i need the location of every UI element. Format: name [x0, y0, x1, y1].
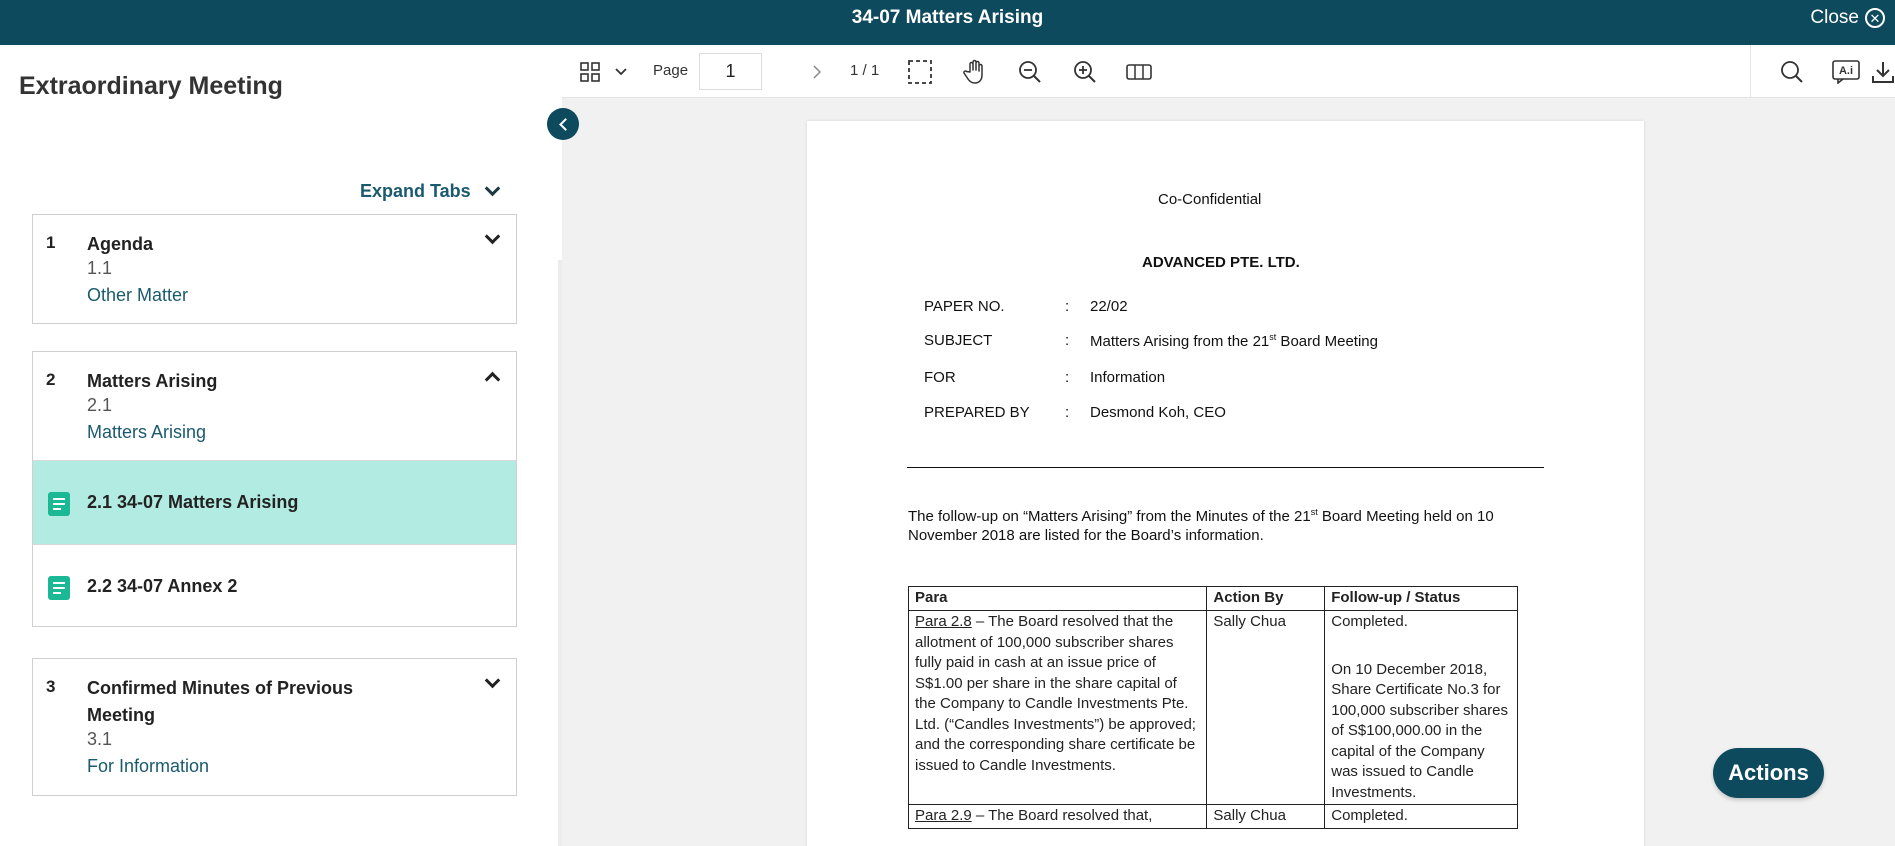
- table-header-row: [909, 587, 1518, 611]
- viewer-toolbar: [562, 45, 1895, 98]
- section-toggle[interactable]: [487, 229, 498, 247]
- status-line: On 10 December 2018, Share Certificate No.3 for 100,000 subscriber shares of S$100,000.00 in the capital of the Company was issued to Candle Investments.: [1331, 660, 1509, 801]
- chevron-left-icon: [559, 118, 572, 131]
- field-label: FOR: [924, 369, 956, 386]
- chevron-down-icon: [485, 673, 501, 689]
- para-cell: [909, 805, 1207, 829]
- text-to-speech-button[interactable]: [1831, 55, 1861, 88]
- field-colon: :: [1065, 332, 1070, 349]
- hand-icon: [963, 59, 987, 85]
- para-ref: Para 2.9: [915, 807, 972, 824]
- agenda-section-1[interactable]: [32, 214, 517, 324]
- document-page: [807, 121, 1644, 846]
- document-icon: [48, 576, 70, 600]
- section-sub-link[interactable]: Other Matter: [87, 285, 189, 305]
- classification-label: Co-Confidential: [1158, 191, 1262, 208]
- document-icon: [48, 492, 70, 516]
- chevron-down-icon: [615, 68, 627, 76]
- table-header-cell: Follow-up / Status: [1325, 587, 1518, 611]
- status-cell: Completed.: [1325, 805, 1518, 829]
- table-header-cell: Action By: [1207, 587, 1325, 611]
- field-value: Information: [1090, 369, 1166, 386]
- view-dropdown-button[interactable]: [612, 55, 630, 88]
- section-toggle[interactable]: [487, 372, 498, 390]
- section-sub-link[interactable]: Matters Arising: [87, 422, 207, 442]
- chevron-down-icon: [484, 181, 500, 197]
- section-sub-number: 1.1: [87, 258, 113, 278]
- table-row: [909, 805, 1518, 829]
- expand-tabs-button[interactable]: [360, 181, 498, 202]
- marquee-select-button[interactable]: [905, 55, 935, 88]
- chevron-right-icon: [813, 65, 821, 79]
- status-line: Completed.: [1331, 613, 1408, 630]
- zoom-in-button[interactable]: [1070, 55, 1100, 88]
- agenda-panel: [0, 45, 562, 846]
- close-label: Close: [1810, 7, 1859, 28]
- para-text: – The Board resolved that the allotment of 100,000 subscriber shares fully paid in cash at an issue price of S$1.00 per share in the share capital of the Company to Candle Investments Pte. Ltd. (“Candles Investments”) be approved; and the corresponding share certificate be issued to Candle Investments.: [915, 613, 1196, 774]
- section-number: 1: [46, 233, 56, 252]
- document-item-2-1[interactable]: [33, 460, 516, 544]
- collapse-panel-button[interactable]: [547, 108, 579, 140]
- pan-tool-button[interactable]: [960, 55, 990, 88]
- search-button[interactable]: [1777, 55, 1807, 88]
- search-icon: [1780, 60, 1804, 84]
- section-sub-number: 3.1: [87, 729, 113, 749]
- table-header-cell: Para: [909, 587, 1207, 611]
- document-item-2-2[interactable]: [33, 544, 516, 628]
- para-text: – The Board resolved that,: [971, 807, 1153, 824]
- page-count: 1 / 1: [850, 62, 880, 79]
- para-cell: [909, 611, 1207, 805]
- field-colon: :: [1065, 369, 1070, 386]
- table-row: [909, 611, 1518, 805]
- actions-button[interactable]: Actions: [1713, 748, 1824, 798]
- document-label: 2.2 34-07 Annex 2: [87, 576, 238, 596]
- close-icon: ✕: [1865, 8, 1885, 28]
- field-label: PREPARED BY: [924, 404, 1030, 421]
- toolbar-divider: [1750, 45, 1751, 98]
- document-label: 2.1 34-07 Matters Arising: [87, 492, 299, 512]
- grid-icon: [580, 62, 600, 82]
- chevron-down-icon: [485, 229, 501, 245]
- svg-text:A.i: A.i: [1838, 64, 1854, 77]
- section-sub-number: 2.1: [87, 395, 113, 415]
- top-bar: [0, 0, 1895, 45]
- action-by-cell: Sally Chua: [1207, 805, 1325, 829]
- section-name: Agenda: [87, 234, 154, 254]
- action-by-cell: Sally Chua: [1207, 611, 1325, 805]
- field-label: SUBJECT: [924, 332, 993, 349]
- company-name: ADVANCED PTE. LTD.: [1142, 254, 1300, 271]
- zoom-out-button[interactable]: [1015, 55, 1045, 88]
- download-icon: [1871, 60, 1895, 84]
- field-value: 22/02: [1090, 298, 1128, 315]
- field-label: PAPER NO.: [924, 298, 1005, 315]
- field-colon: :: [1065, 298, 1070, 315]
- matters-table: [908, 586, 1518, 829]
- download-button[interactable]: [1870, 55, 1895, 88]
- field-value: Desmond Koh, CEO: [1090, 404, 1226, 421]
- meeting-title: Extraordinary Meeting: [19, 72, 283, 100]
- field-colon: :: [1065, 404, 1070, 421]
- chevron-up-icon: [485, 372, 501, 388]
- section-name: Confirmed Minutes of Previous Meeting: [87, 678, 354, 725]
- divider-line: [907, 467, 1544, 468]
- next-page-button[interactable]: [810, 55, 824, 88]
- section-number: 3: [46, 677, 56, 696]
- read-aloud-icon: [1832, 60, 1860, 84]
- zoom-out-icon: [1018, 60, 1042, 84]
- field-value: Matters Arising from the 21st Board Meeting: [1090, 332, 1378, 350]
- intro-text-line1: The follow-up on “Matters Arising” from the Minutes of the 21st Board Meeting held on 10: [908, 507, 1494, 525]
- zoom-in-icon: [1073, 60, 1097, 84]
- close-button[interactable]: [1810, 0, 1885, 36]
- section-name: Matters Arising: [87, 371, 218, 391]
- agenda-section-3[interactable]: [32, 658, 517, 796]
- document-title: 34-07 Matters Arising: [851, 7, 1044, 28]
- intro-text-line2: November 2018 are listed for the Board’s information.: [908, 527, 1264, 544]
- section-number: 2: [46, 370, 56, 389]
- para-ref: Para 2.8: [915, 613, 972, 630]
- section-toggle[interactable]: [487, 673, 498, 691]
- columns-icon: [1126, 63, 1152, 81]
- expand-tabs-label: Expand Tabs: [360, 181, 471, 201]
- section-sub-link[interactable]: For Information: [87, 756, 210, 776]
- agenda-section-2[interactable]: [32, 351, 517, 627]
- thumbnails-button[interactable]: [578, 55, 602, 88]
- page-number-input[interactable]: [699, 53, 762, 90]
- page-label: Page: [653, 62, 689, 79]
- selection-icon: [907, 59, 933, 85]
- status-cell: [1325, 611, 1518, 805]
- page-layout-button[interactable]: [1124, 55, 1154, 88]
